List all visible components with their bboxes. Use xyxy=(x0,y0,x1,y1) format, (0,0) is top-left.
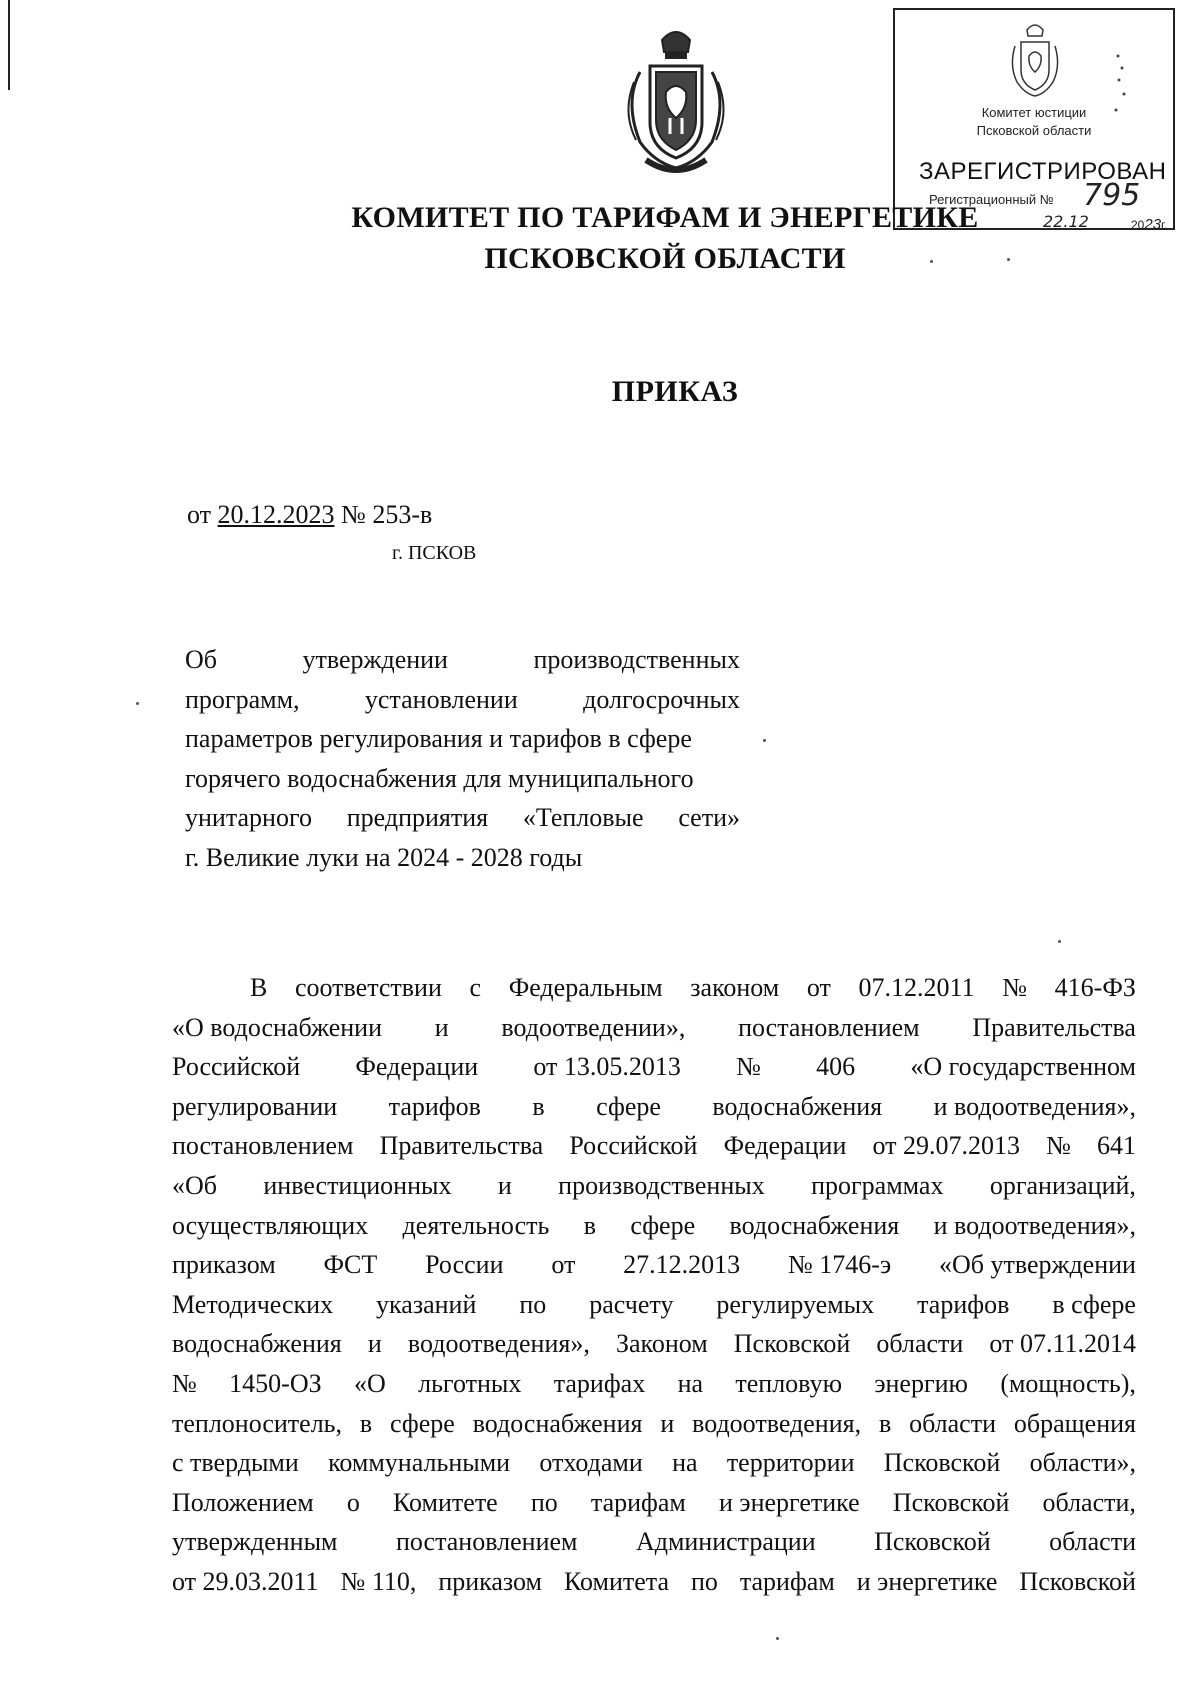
body-word: и xyxy=(434,1012,449,1042)
body-word: с твердыми xyxy=(172,1448,299,1478)
body-word: № 110, xyxy=(340,1566,417,1596)
body-word: с xyxy=(469,973,482,1002)
stamp-date: 22.12 xyxy=(1043,212,1089,231)
body-word: 27.12.2013 xyxy=(623,1250,741,1280)
body-line xyxy=(172,1126,1136,1166)
subject-word: г. Великие луки на 2024 - 2028 годы xyxy=(185,842,583,872)
body-word: тепловую xyxy=(735,1368,842,1398)
body-line xyxy=(172,1166,1136,1206)
body-word: от 13.05.2013 xyxy=(533,1052,681,1082)
body-word: водоотведения, xyxy=(692,1408,862,1438)
scan-speck xyxy=(776,1637,779,1640)
body-word: № xyxy=(1002,973,1028,1002)
body-word: от xyxy=(806,973,831,1002)
body-line xyxy=(172,1483,1136,1523)
body-word: Администрации xyxy=(635,1527,816,1557)
body-word: Положением xyxy=(172,1487,314,1517)
body-word: соответствии xyxy=(294,973,442,1002)
scan-speck xyxy=(1007,258,1010,261)
body-word: Комитете xyxy=(393,1487,498,1517)
body-word: и энергетике xyxy=(719,1487,860,1517)
body-word: 416-ФЗ xyxy=(1054,973,1136,1002)
body-word: № xyxy=(172,1368,197,1398)
document-city: г. ПСКОВ xyxy=(392,542,477,564)
body-word: Российской xyxy=(172,1052,301,1082)
body-word: коммунальными xyxy=(328,1448,511,1478)
document-date-line xyxy=(187,500,432,530)
body-word: Федерации xyxy=(355,1052,479,1082)
body-line xyxy=(172,1364,1136,1404)
subject-line xyxy=(185,640,740,680)
body-word: Методических xyxy=(172,1289,334,1319)
body-word: льготных xyxy=(418,1368,522,1398)
body-word: указаний xyxy=(376,1289,477,1319)
body-word: на xyxy=(672,1448,698,1478)
body-word: Псковской xyxy=(883,1448,1001,1478)
body-line xyxy=(172,1245,1136,1285)
body-word: и водоотведения», xyxy=(933,1210,1136,1240)
body-line xyxy=(172,1443,1136,1483)
body-word: № xyxy=(1046,1131,1071,1161)
body-word: производственных xyxy=(558,1170,765,1200)
body-word: «О xyxy=(353,1368,386,1398)
body-word: тарифам xyxy=(590,1487,686,1517)
body-word: Правительства xyxy=(379,1131,544,1161)
body-word: приказом xyxy=(438,1566,542,1596)
subject-line xyxy=(185,838,740,878)
body-word: по xyxy=(690,1566,718,1596)
scan-speck xyxy=(136,702,139,705)
body-line xyxy=(172,1324,1136,1364)
document-title: ПРИКАЗ xyxy=(611,375,739,408)
body-word: и xyxy=(367,1329,382,1359)
scan-speck xyxy=(930,260,933,263)
body-word: законом xyxy=(690,973,780,1002)
stamp-reg-label: Регистрационный № xyxy=(929,192,1054,207)
stamp-org-line1: Комитет юстиции xyxy=(981,105,1087,120)
subject-word: установлении xyxy=(364,684,518,714)
body-word: «Об утверждении xyxy=(938,1250,1136,1280)
subject-word: параметров регулирования и тарифов в сфере xyxy=(185,724,692,754)
body-word: сфере xyxy=(596,1091,661,1121)
body-word: В xyxy=(250,973,268,1002)
body-word: теплоноситель, xyxy=(172,1408,343,1438)
subject-word: Об xyxy=(185,645,218,674)
body-word: Псковской xyxy=(733,1329,851,1359)
body-word: водоотведения», xyxy=(407,1329,590,1359)
body-word: в xyxy=(359,1408,373,1438)
body-word: «О водоснабжении xyxy=(172,1012,382,1042)
body-word: 1450-ОЗ xyxy=(229,1368,322,1398)
body-word: 07.12.2011 xyxy=(858,973,975,1002)
body-word: и xyxy=(660,1408,675,1438)
subject-line xyxy=(185,719,740,759)
body-word: водоснабжения xyxy=(729,1210,900,1240)
body-word: и водоотведения», xyxy=(933,1091,1136,1121)
stamp-year-tail: г. xyxy=(1161,218,1168,232)
body-word: расчету xyxy=(589,1289,674,1319)
subject-word: долгосрочных xyxy=(583,684,740,714)
body-word: области, xyxy=(1042,1487,1136,1517)
body-word: на xyxy=(677,1368,704,1398)
body-word: Правительства xyxy=(972,1012,1136,1042)
body-word: обращения xyxy=(1013,1408,1136,1438)
body-word: Псковской xyxy=(1019,1566,1136,1596)
subject-line xyxy=(185,759,740,799)
body-line xyxy=(172,1047,1136,1087)
scan-speck xyxy=(763,739,766,742)
body-word: в xyxy=(532,1091,545,1121)
body-word: инвестиционных xyxy=(263,1170,452,1200)
body-word: в сфере xyxy=(1052,1289,1136,1319)
body-word: тарифов xyxy=(388,1091,481,1121)
body-word: осуществляющих xyxy=(172,1210,369,1240)
subject-word: производственных xyxy=(533,645,740,674)
body-word: территории xyxy=(726,1448,855,1478)
body-word: водоснабжения xyxy=(472,1408,643,1438)
body-word: от xyxy=(551,1250,576,1280)
stamp-organization xyxy=(895,104,1173,140)
body-word: регулируемых xyxy=(716,1289,875,1319)
body-word: водоснабжения xyxy=(712,1091,883,1121)
document-subject xyxy=(185,640,740,878)
body-word: области xyxy=(876,1329,964,1359)
registration-stamp xyxy=(893,8,1175,233)
body-word: тарифам xyxy=(739,1566,835,1596)
body-line xyxy=(172,1562,1136,1602)
body-word: и xyxy=(497,1170,512,1200)
body-word: водоснабжения xyxy=(172,1329,342,1359)
document-body xyxy=(172,968,1136,1602)
body-word: отходами xyxy=(539,1448,643,1478)
document-number: № 253-в xyxy=(341,500,433,529)
coat-of-arms-emblem xyxy=(610,22,742,182)
body-word: приказом xyxy=(172,1250,276,1280)
date-prefix: от xyxy=(187,500,212,529)
body-line xyxy=(172,1008,1136,1048)
body-word: в xyxy=(878,1408,892,1438)
stamp-coat-of-arms-icon xyxy=(1005,20,1065,100)
body-word: регулировании xyxy=(172,1091,338,1121)
body-word: области xyxy=(909,1408,996,1438)
body-word: тарифах xyxy=(553,1368,646,1398)
subject-word: предприятия xyxy=(346,803,489,833)
body-word: № 1746-э xyxy=(788,1250,892,1280)
body-line xyxy=(172,968,1136,1008)
body-word: и энергетике xyxy=(856,1566,998,1596)
stamp-org-line2: Псковской области xyxy=(976,123,1092,138)
body-word: постановлением xyxy=(172,1131,354,1161)
body-word: водоотведении», xyxy=(501,1012,686,1042)
body-line xyxy=(172,1285,1136,1325)
body-word: программах xyxy=(811,1170,944,1200)
subject-word: унитарного xyxy=(185,803,312,833)
body-word: о xyxy=(346,1487,360,1517)
body-word: в xyxy=(583,1210,596,1240)
body-word: от 07.11.2014 xyxy=(989,1329,1136,1359)
stamp-reg-number: 795 xyxy=(1083,178,1141,213)
body-word: от 29.07.2013 xyxy=(872,1131,1020,1161)
body-word: «Об xyxy=(172,1170,218,1200)
body-word: постановлением xyxy=(738,1012,920,1042)
organization-name-line2: ПСКОВСКОЙ ОБЛАСТИ xyxy=(484,242,846,275)
body-word: области xyxy=(1049,1527,1136,1557)
body-word: деятельность xyxy=(402,1210,550,1240)
document-date: 20.12.2023 xyxy=(217,500,335,529)
body-word: Комитета xyxy=(563,1566,669,1596)
organization-name-line1: КОМИТЕТ ПО ТАРИФАМ И ЭНЕРГЕТИКЕ xyxy=(351,201,979,234)
body-word: Федеральным xyxy=(508,973,663,1002)
body-word: Российской xyxy=(569,1131,698,1161)
scan-speck xyxy=(1058,940,1061,943)
body-word: по xyxy=(519,1289,547,1319)
subject-word: «Тепловые xyxy=(522,803,644,833)
subject-word: сети» xyxy=(678,803,740,833)
body-word: Законом xyxy=(615,1329,708,1359)
body-line xyxy=(172,1206,1136,1246)
body-line xyxy=(172,1522,1136,1562)
body-line xyxy=(172,1404,1136,1444)
scan-specks xyxy=(1110,50,1130,120)
body-line xyxy=(172,1087,1136,1127)
body-word: (мощность), xyxy=(1000,1368,1136,1398)
body-word: ФСТ xyxy=(323,1250,378,1280)
body-word: 641 xyxy=(1096,1131,1136,1161)
stamp-status: ЗАРЕГИСТРИРОВАН xyxy=(919,158,1167,185)
body-word: по xyxy=(530,1487,558,1517)
body-word: энергию xyxy=(874,1368,968,1398)
body-word: от 29.03.2011 xyxy=(172,1566,319,1596)
body-word: сфере xyxy=(390,1408,455,1438)
body-word: Псковской xyxy=(892,1487,1010,1517)
body-word: России xyxy=(425,1250,504,1280)
body-word: Псковской xyxy=(874,1527,991,1557)
stamp-year-prefix: 20 xyxy=(1131,218,1145,232)
body-word: 406 xyxy=(816,1052,856,1082)
body-word: тарифов xyxy=(917,1289,1010,1319)
subject-line xyxy=(185,798,740,838)
stamp-year-hand: 23 xyxy=(1144,216,1162,233)
body-word: сфере xyxy=(630,1210,696,1240)
subject-word: утверждении xyxy=(302,645,448,674)
subject-line xyxy=(185,680,740,720)
page-edge-line xyxy=(8,0,10,90)
body-word: утвержденным xyxy=(172,1527,338,1557)
body-word: № xyxy=(736,1052,761,1082)
body-word: постановлением xyxy=(395,1527,578,1557)
subject-word: программ, xyxy=(185,684,300,714)
subject-word: горячего водоснабжения для муниципального xyxy=(185,763,694,793)
body-word: области», xyxy=(1029,1448,1136,1478)
body-word: Федерации xyxy=(723,1131,847,1161)
body-word: организаций, xyxy=(989,1170,1136,1200)
body-word: «О государственном xyxy=(910,1052,1136,1082)
